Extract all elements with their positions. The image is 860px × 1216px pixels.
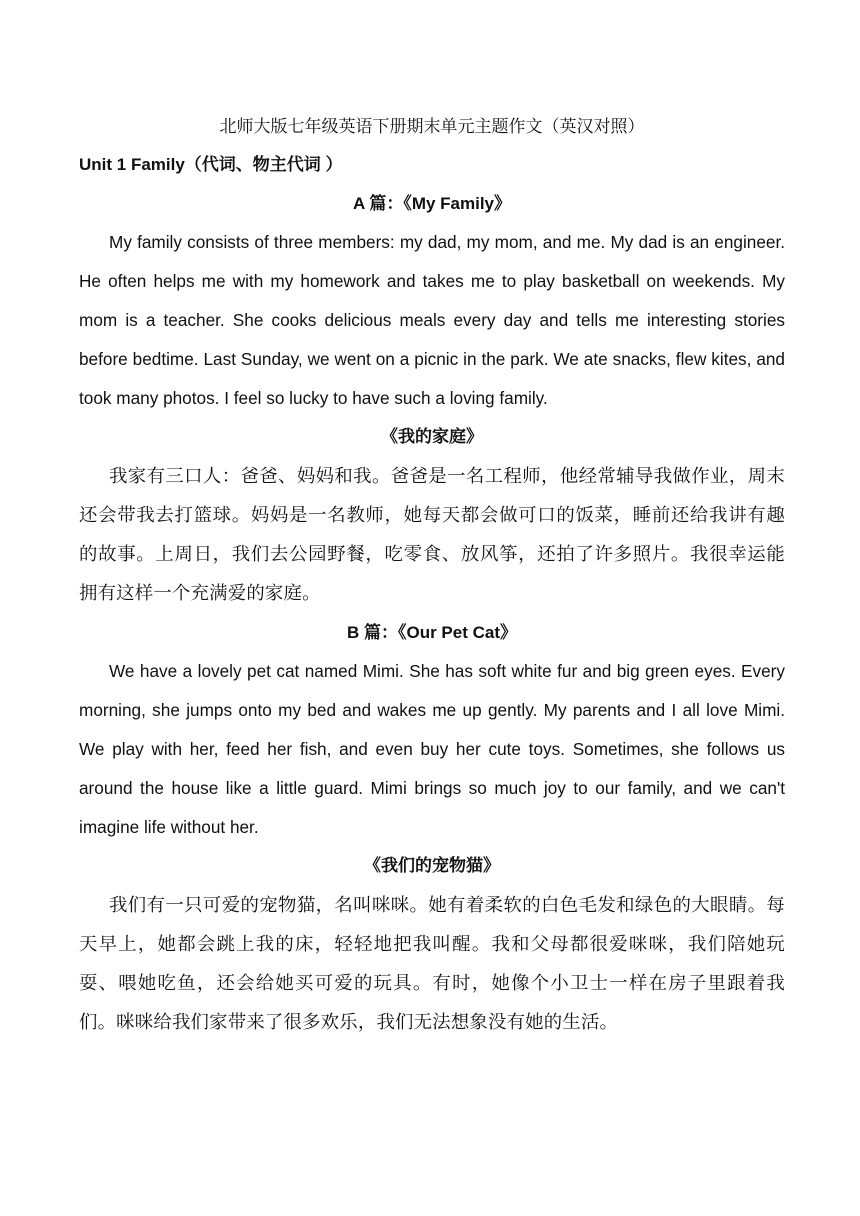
- unit-heading: Unit 1 Family（代词、物主代词 ）: [79, 155, 343, 174]
- essay-a-chinese-body: 我家有三口人：爸爸、妈妈和我。爸爸是一名工程师，他经常辅导我做作业，周末还会带我去打篮球。妈妈是一名教师，她每天都会做可口的饭菜，睡前还给我讲有趣的故事。上周日，我们去公园野餐，吃零食、放风筝，还拍了许多照片。我很幸运能拥有这样一个充满爱的家庭。: [79, 466, 785, 604]
- essay-a-english-title: A 篇：《My Family》: [352, 194, 512, 213]
- essay-a-chinese-title: 《我的家庭》: [381, 427, 483, 447]
- essay-section-a: [79, 184, 785, 613]
- document-page: [79, 108, 785, 1042]
- essay-b-chinese-title: 《我们的宠物猫》: [364, 856, 500, 876]
- essay-b-english-body: We have a lovely pet cat named Mimi. She has soft white fur and big green eyes. Every morning, she jumps onto my bed and wakes me up gently. My parents and I all love Mimi. We play with her, feed her fish, and even buy her cute toys. Sometimes, she follows us around the house like a little guard. Mimi brings so much joy to our family, and we can't imagine life without her.: [79, 661, 785, 837]
- essay-b-chinese-body: 我们有一只可爱的宠物猫，名叫咪咪。她有着柔软的白色毛发和绿色的大眼睛。每天早上，她都会跳上我的床，轻轻地把我叫醒。我和父母都很爱咪咪，我们陪她玩耍、喂她吃鱼，还会给她买可爱的玩具。有时，她像个小卫士一样在房子里跟着我们。咪咪给我们家带来了很多欢乐，我们无法想象没有她的生活。: [79, 895, 785, 1033]
- essay-a-english-body: My family consists of three members: my dad, my mom, and me. My dad is an engineer. He often helps me with my homework and takes me to play basketball on weekends. My mom is a teacher. She cooks delicious meals every day and tells me interesting stories before bedtime. Last Sunday, we went on a picnic in the park. We ate snacks, flew kites, and took many photos. I feel so lucky to have such a loving family.: [79, 232, 785, 408]
- essay-section-b: [79, 613, 785, 1042]
- document-title: 北师大版七年级英语下册期末单元主题作文（英汉对照）: [219, 117, 645, 137]
- essay-b-english-title: B 篇：《Our Pet Cat》: [346, 623, 518, 642]
